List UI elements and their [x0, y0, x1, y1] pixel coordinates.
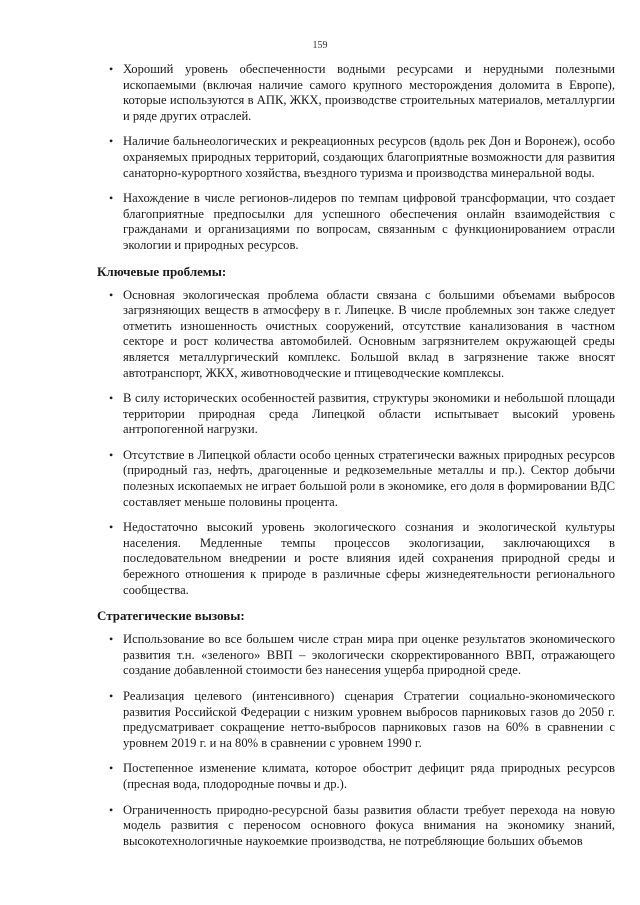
bullet-icon: •	[109, 520, 114, 535]
bullet-icon: •	[109, 391, 114, 406]
list-item-text: Реализация целевого (интенсивного) сценария Стратегии социально-экономического развития Российской Федерации с низким уровнем выбросов парниковых газов до 2050 г. предусматривает сокращение нетто-выбросов парниковых газов на 60% в сравнении с уровнем 2019 г. и на 80% в сравнении с уровнем 1990 г.	[123, 689, 615, 750]
list-item-text: Постепенное изменение климата, которое обострит дефицит ряда природных ресурсов (пресная вода, плодородные почвы и др.).	[123, 761, 615, 791]
list-item	[97, 520, 615, 598]
section-heading-strategic-challenges: Стратегические вызовы:	[97, 608, 245, 624]
bullet-icon: •	[109, 447, 114, 462]
key-problems-list	[97, 288, 615, 599]
list-item	[97, 62, 615, 124]
bullet-icon: •	[109, 191, 114, 206]
bullet-icon: •	[109, 689, 114, 703]
bullet-icon: •	[109, 761, 114, 776]
list-item-text: Недостаточно высокий уровень экологического сознания и экологической культуры населения. Медленные темпы процессов экологизации, заключающихся в последовательном внедрении и росте влияния идей сохранения природной среды и бережного отношения к природе в различные сферы жизнедеятельности регионального сообщества.	[123, 520, 615, 597]
list-item-text: Нахождение в числе регионов-лидеров по темпам цифровой трансформации, что создает благоприятные предпосылки для успешного обеспечения онлайн взаимодействия с гражданами и организациями по вопросам, связанным с функционированием отрасли экологии и природных ресурсов.	[123, 191, 615, 252]
list-item-text: Использование во все большем числе стран мира при оценке результатов экономического развития т.н. «зеленого» ВВП – экологически скорректированного ВВП, отражающего создание добавленной стоимости без нанесения ущерба природной среде.	[123, 632, 615, 678]
list-item-text: Наличие бальнеологических и рекреационных ресурсов (вдоль рек Дон и Воронеж), особо охраняемых природных территорий, создающих благоприятные возможности для развития санаторно-курортного хозяйства, въездного туризма и производства минеральной воды.	[123, 134, 615, 180]
section-heading-key-problems: Ключевые проблемы:	[97, 263, 227, 279]
list-item	[97, 288, 615, 382]
list-item-text: В силу исторических особенностей развития, структуры экономики и небольшой площади территории природная среда Липецкой области испытывает высокий уровень антропогенной нагрузки.	[123, 391, 615, 437]
strategic-challenges-list	[97, 632, 615, 849]
list-item-text: Основная экологическая проблема области связана с большими объемами выбросов загрязняющих веществ в атмосферу в г. Липецке. В числе проблемных зон также следует отметить изношенность очистных сооружений, отсутствие канализования в частном секторе и рост количества автомобилей. Основным загрязнителем окружающей среды является металлургический комплекс. Большой вклад в загрязнение также вносят автотранспорт, ЖКХ, животноводческие и птицеводческие комплексы.	[123, 287, 615, 380]
bullet-icon: •	[109, 287, 114, 302]
strengths-list	[97, 62, 615, 254]
list-item-text: Ограниченность природно-ресурсной базы развития области требует перехода на новую модель развития с переносом основного фокуса внимания на экономику знаний, высокотехнологичные наукоемкие производства, не потребляющие больших объемов	[123, 802, 615, 848]
list-item	[97, 134, 615, 181]
list-item	[97, 448, 615, 510]
page-number: 159	[312, 40, 328, 51]
list-item	[97, 391, 615, 438]
list-item-text: Хороший уровень обеспеченности водными ресурсами и нерудными полезными ископаемыми (включая наличие самого крупного месторождения доломита в Европе), которые используются в АПК, ЖКХ, производстве строительных материалов, металлургии и ряде других отраслей.	[123, 62, 615, 123]
list-item	[97, 689, 615, 751]
bullet-icon: •	[109, 632, 114, 647]
bullet-icon: •	[109, 62, 114, 76]
list-item	[97, 191, 615, 253]
bullet-icon: •	[109, 134, 114, 149]
list-item	[97, 632, 615, 679]
bullet-icon: •	[109, 802, 114, 817]
document-body	[97, 62, 615, 859]
list-item-text: Отсутствие в Липецкой области особо ценных стратегически важных природных ресурсов (природный газ, нефть, драгоценные и редкоземельные металлы и пр.). Сектор добычи полезных ископаемых не играет большой роли в экономике, его доля в формировании ВДС составляет меньше половины процента.	[123, 447, 615, 509]
list-item	[97, 803, 615, 850]
list-item	[97, 761, 615, 792]
